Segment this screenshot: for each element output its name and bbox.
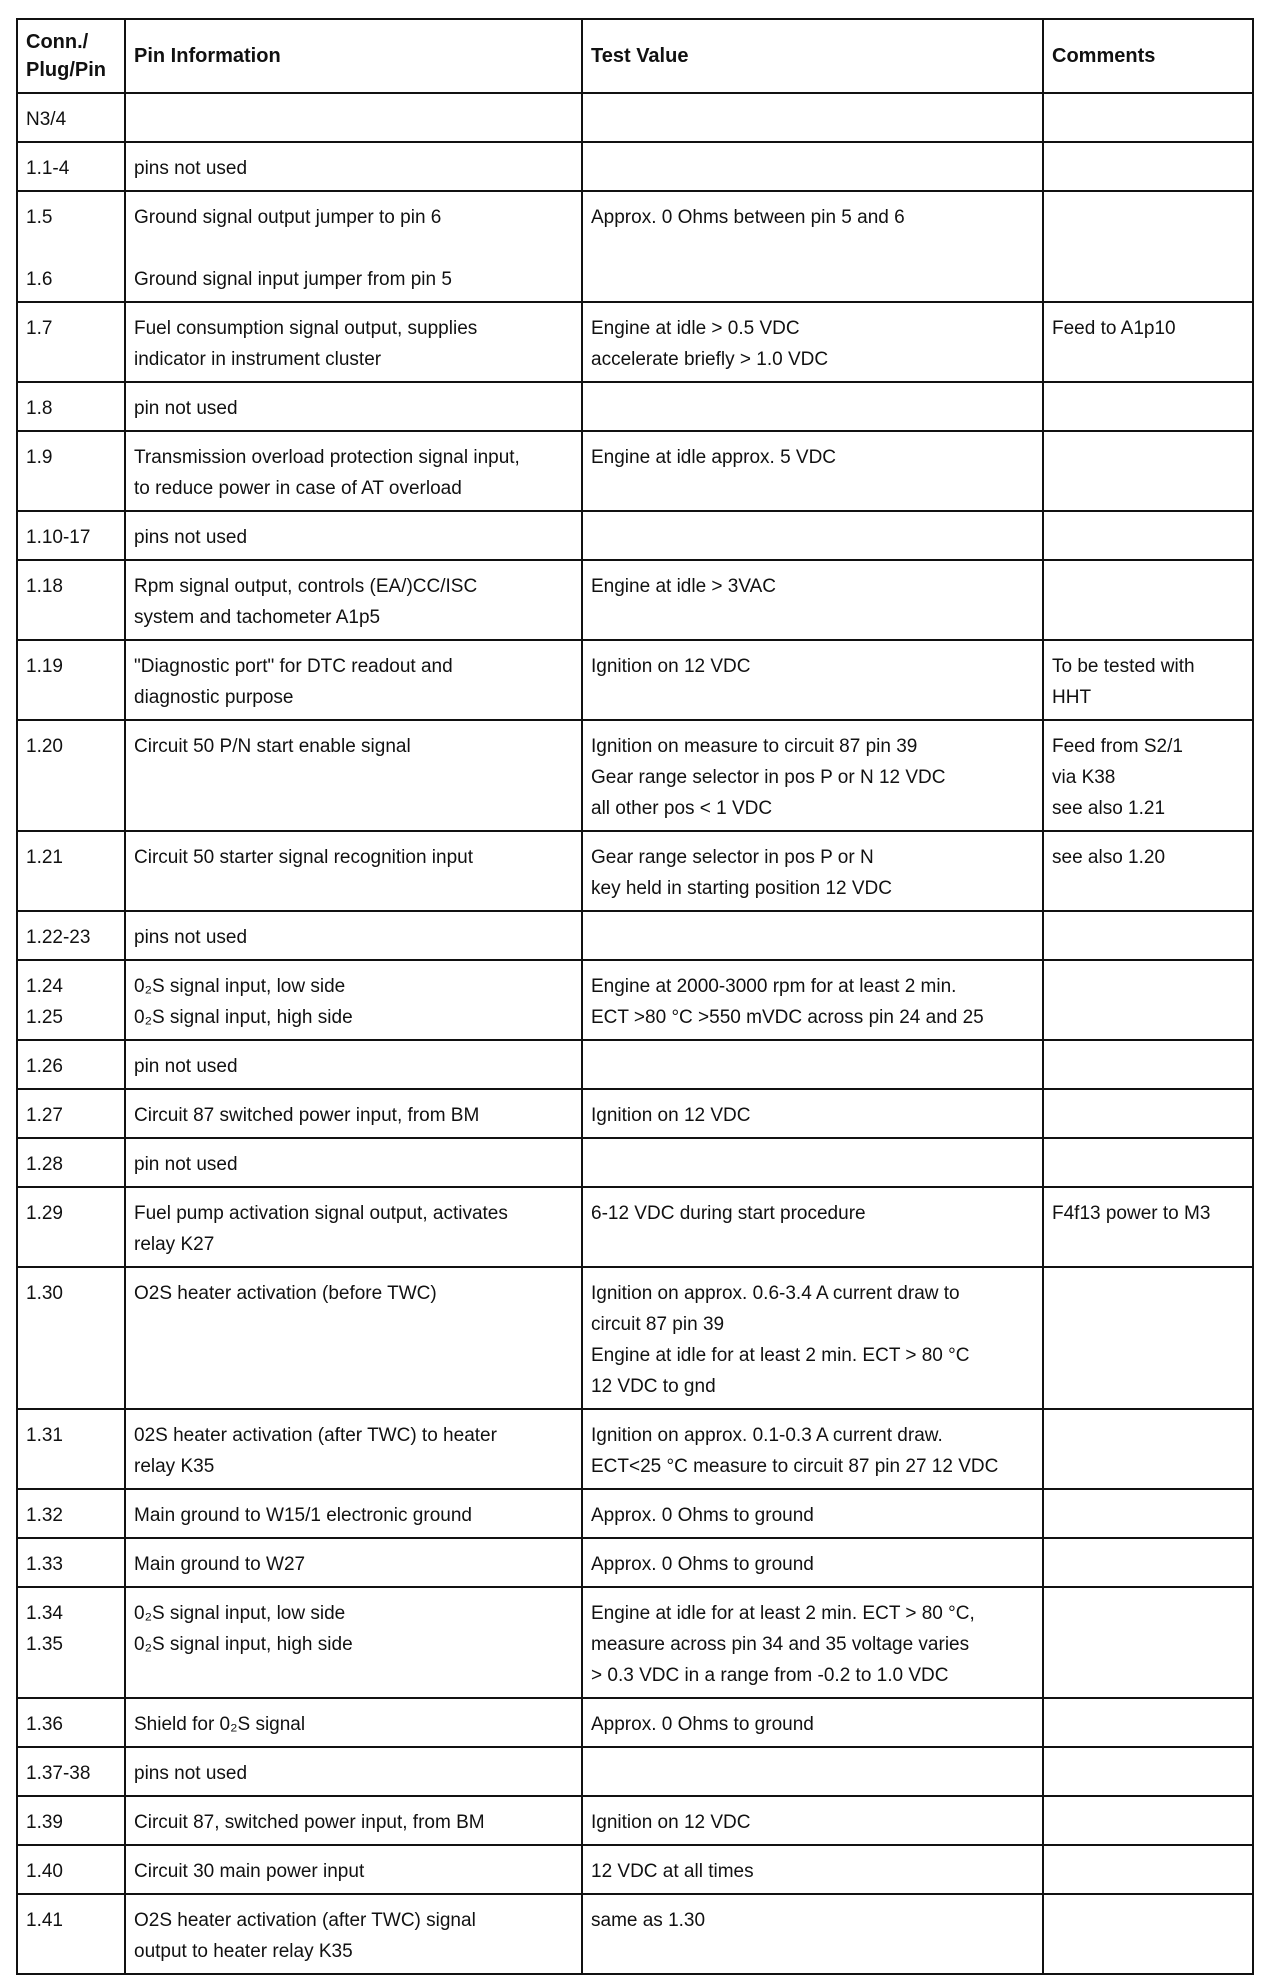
cell-test-value-text: Engine at idle for at least 2 min. ECT > 80 °C, measure across pin 34 and 35 voltage varies > 0.3 VDC in a range from -0.2 to 1.0 VDC — [591, 1603, 975, 1686]
cell-conn-text: 1.27 — [26, 1105, 63, 1126]
cell-test-value-text: Ignition on 12 VDC — [591, 1105, 751, 1126]
cell-comments — [1043, 1845, 1253, 1894]
cell-pin-information-text: pins not used — [134, 158, 248, 179]
table-row — [17, 1796, 1253, 1845]
cell-comments — [1043, 1796, 1253, 1845]
cell-conn — [17, 1796, 125, 1845]
cell-test-value — [582, 1040, 1043, 1089]
cell-test-value — [582, 560, 1043, 640]
cell-test-value-text: Approx. 0 Ohms to ground — [591, 1554, 814, 1575]
cell-test-value-text: 12 VDC at all times — [591, 1861, 754, 1882]
cell-pin-information-text: pins not used — [134, 1763, 248, 1784]
table-row — [17, 1138, 1253, 1187]
cell-comments — [1043, 1267, 1253, 1409]
cell-pin-information — [125, 1538, 582, 1587]
cell-test-value-text: Engine at idle > 3VAC — [591, 576, 777, 597]
cell-test-value-text: Ignition on measure to circuit 87 pin 39 Gear range selector in pos P or N 12 VDC all other pos < 1 VDC — [591, 736, 946, 819]
cell-conn-text: 1.31 — [26, 1425, 63, 1446]
cell-test-value — [582, 431, 1043, 511]
cell-test-value-text: same as 1.30 — [591, 1910, 706, 1931]
cell-conn — [17, 1845, 125, 1894]
cell-pin-information-text: Circuit 87, switched power input, from BM — [134, 1812, 485, 1833]
cell-test-value — [582, 1698, 1043, 1747]
cell-pin-information — [125, 1267, 582, 1409]
cell-comments — [1043, 1138, 1253, 1187]
table-row — [17, 511, 1253, 560]
cell-pin-information-text: pins not used — [134, 527, 248, 548]
cell-test-value — [582, 302, 1043, 382]
cell-test-value — [582, 1796, 1043, 1845]
cell-pin-information-text: Rpm signal output, controls (EA/)CC/ISC system and tachometer A1p5 — [134, 576, 478, 628]
cell-comments — [1043, 960, 1253, 1040]
cell-conn — [17, 142, 125, 191]
cell-conn-text: 1.32 — [26, 1505, 63, 1526]
cell-conn-text: N3/4 — [26, 109, 67, 130]
cell-pin-information — [125, 560, 582, 640]
cell-comments — [1043, 302, 1253, 382]
cell-pin-information — [125, 1040, 582, 1089]
cell-conn — [17, 93, 125, 142]
table-row — [17, 1187, 1253, 1267]
cell-pin-information-text: pin not used — [134, 1056, 238, 1077]
cell-pin-information-text: O2S heater activation (after TWC) signal output to heater relay K35 — [134, 1910, 476, 1962]
cell-conn — [17, 1698, 125, 1747]
cell-pin-information — [125, 1894, 582, 1974]
cell-comments-text: Feed to A1p10 — [1052, 318, 1176, 339]
table-row — [17, 1747, 1253, 1796]
cell-pin-information-text: Transmission overload protection signal input, to reduce power in case of AT overload — [134, 447, 520, 499]
cell-test-value — [582, 511, 1043, 560]
cell-test-value-text: Gear range selector in pos P or N key held in starting position 12 VDC — [591, 847, 892, 899]
cell-conn — [17, 1409, 125, 1489]
cell-test-value-text: Approx. 0 Ohms between pin 5 and 6 — [591, 207, 905, 228]
cell-pin-information-text: Circuit 30 main power input — [134, 1861, 365, 1882]
cell-conn-text: 1.20 — [26, 736, 63, 757]
table-row — [17, 1894, 1253, 1974]
table-row — [17, 720, 1253, 831]
table-row — [17, 382, 1253, 431]
cell-comments — [1043, 1187, 1253, 1267]
cell-conn-text: 1.28 — [26, 1154, 63, 1175]
cell-test-value — [582, 1267, 1043, 1409]
cell-conn — [17, 1138, 125, 1187]
cell-conn — [17, 1089, 125, 1138]
cell-conn-text: 1.21 — [26, 847, 63, 868]
header-conn-plug-pin: Conn./ Plug/Pin — [17, 19, 125, 93]
cell-comments — [1043, 831, 1253, 911]
cell-test-value — [582, 1489, 1043, 1538]
cell-conn — [17, 431, 125, 511]
cell-pin-information — [125, 1845, 582, 1894]
table-row — [17, 191, 1253, 302]
cell-comments-text: see also 1.20 — [1052, 847, 1166, 868]
cell-pin-information-text: Ground signal output jumper to pin 6 Ground signal input jumper from pin 5 — [134, 207, 452, 290]
cell-conn-text: 1.22-23 — [26, 927, 91, 948]
table-header-row — [17, 19, 1253, 93]
cell-test-value — [582, 960, 1043, 1040]
header-test-value: Test Value — [582, 19, 1043, 93]
cell-comments — [1043, 382, 1253, 431]
cell-pin-information — [125, 1698, 582, 1747]
cell-test-value — [582, 1187, 1043, 1267]
cell-conn-text: 1.41 — [26, 1910, 63, 1931]
cell-test-value-text: Engine at idle > 0.5 VDC accelerate briefly > 1.0 VDC — [591, 318, 829, 370]
cell-test-value — [582, 831, 1043, 911]
table-row — [17, 302, 1253, 382]
cell-test-value-text: Engine at idle approx. 5 VDC — [591, 447, 837, 468]
cell-conn — [17, 911, 125, 960]
cell-pin-information — [125, 1489, 582, 1538]
cell-conn-text: 1.39 — [26, 1812, 63, 1833]
cell-pin-information-text: O2S heater activation (before TWC) — [134, 1283, 437, 1304]
cell-test-value — [582, 720, 1043, 831]
cell-conn-text: 1.37-38 — [26, 1763, 91, 1784]
cell-conn — [17, 191, 125, 302]
cell-pin-information-text: pins not used — [134, 927, 248, 948]
cell-pin-information-text: Main ground to W15/1 electronic ground — [134, 1505, 472, 1526]
cell-comments — [1043, 1089, 1253, 1138]
cell-test-value — [582, 1089, 1043, 1138]
cell-conn — [17, 720, 125, 831]
cell-test-value-text: Approx. 0 Ohms to ground — [591, 1714, 814, 1735]
cell-pin-information-text: 0₂S signal input, low side 0₂S signal input, high side — [134, 1603, 353, 1655]
table-row — [17, 1489, 1253, 1538]
cell-conn — [17, 640, 125, 720]
header-comments: Comments — [1043, 19, 1253, 93]
cell-conn — [17, 1538, 125, 1587]
cell-comments — [1043, 640, 1253, 720]
cell-test-value — [582, 1845, 1043, 1894]
cell-pin-information-text: 0₂S signal input, low side 0₂S signal input, high side — [134, 976, 353, 1028]
cell-comments — [1043, 1040, 1253, 1089]
cell-conn-text: 1.36 — [26, 1714, 63, 1735]
cell-test-value-text: Ignition on approx. 0.6-3.4 A current draw to circuit 87 pin 39 Engine at idle for at least 2 min. ECT > 80 °C 12 VDC to gnd — [591, 1283, 970, 1397]
cell-test-value-text: Ignition on 12 VDC — [591, 1812, 751, 1833]
cell-pin-information-text: Circuit 87 switched power input, from BM — [134, 1105, 480, 1126]
cell-conn-text: 1.5 1.6 — [26, 207, 53, 290]
cell-pin-information — [125, 1796, 582, 1845]
cell-comments — [1043, 560, 1253, 640]
cell-conn — [17, 1267, 125, 1409]
cell-pin-information — [125, 831, 582, 911]
cell-test-value-text: 6-12 VDC during start procedure — [591, 1203, 866, 1224]
cell-conn-text: 1.33 — [26, 1554, 63, 1575]
cell-pin-information — [125, 1747, 582, 1796]
table-row — [17, 1267, 1253, 1409]
cell-pin-information — [125, 431, 582, 511]
table-row — [17, 1698, 1253, 1747]
cell-test-value — [582, 1138, 1043, 1187]
table-row — [17, 1040, 1253, 1089]
cell-pin-information — [125, 93, 582, 142]
cell-test-value — [582, 1894, 1043, 1974]
cell-pin-information-text: Circuit 50 starter signal recognition input — [134, 847, 474, 868]
table-row — [17, 142, 1253, 191]
cell-conn-text: 1.10-17 — [26, 527, 91, 548]
table-row — [17, 1409, 1253, 1489]
cell-test-value-text: Ignition on 12 VDC — [591, 656, 751, 677]
cell-comments — [1043, 1489, 1253, 1538]
cell-pin-information-text: Circuit 50 P/N start enable signal — [134, 736, 411, 757]
pin-information-table — [16, 18, 1254, 1975]
table-row — [17, 960, 1253, 1040]
cell-pin-information-text: pin not used — [134, 1154, 238, 1175]
cell-comments — [1043, 93, 1253, 142]
cell-pin-information-text: "Diagnostic port" for DTC readout and diagnostic purpose — [134, 656, 453, 708]
cell-pin-information — [125, 1409, 582, 1489]
cell-comments-text: F4f13 power to M3 — [1052, 1203, 1211, 1224]
cell-pin-information-text: pin not used — [134, 398, 238, 419]
cell-pin-information — [125, 960, 582, 1040]
table-row — [17, 560, 1253, 640]
cell-comments — [1043, 1894, 1253, 1974]
cell-conn-text: 1.8 — [26, 398, 53, 419]
cell-comments-text: Feed from S2/1 via K38 see also 1.21 — [1052, 736, 1183, 819]
table-row — [17, 1089, 1253, 1138]
table-row — [17, 1845, 1253, 1894]
header-pin-information: Pin Information — [125, 19, 582, 93]
cell-conn-text: 1.19 — [26, 656, 63, 677]
cell-comments — [1043, 1747, 1253, 1796]
cell-conn-text: 1.7 — [26, 318, 53, 339]
cell-conn — [17, 382, 125, 431]
cell-pin-information — [125, 302, 582, 382]
cell-pin-information — [125, 1138, 582, 1187]
cell-comments-text: To be tested with HHT — [1052, 656, 1195, 708]
cell-comments — [1043, 511, 1253, 560]
cell-pin-information-text: Shield for 0₂S signal — [134, 1714, 306, 1735]
cell-test-value — [582, 191, 1043, 302]
cell-pin-information — [125, 911, 582, 960]
cell-pin-information-text: 02S heater activation (after TWC) to heater relay K35 — [134, 1425, 497, 1477]
cell-pin-information — [125, 1187, 582, 1267]
cell-pin-information — [125, 1587, 582, 1698]
table-row — [17, 431, 1253, 511]
cell-test-value — [582, 1538, 1043, 1587]
table-row — [17, 831, 1253, 911]
cell-pin-information-text: Main ground to W27 — [134, 1554, 306, 1575]
cell-comments — [1043, 911, 1253, 960]
cell-pin-information — [125, 640, 582, 720]
cell-conn-text: 1.1-4 — [26, 158, 70, 179]
cell-conn-text: 1.30 — [26, 1283, 63, 1304]
cell-test-value — [582, 640, 1043, 720]
cell-test-value — [582, 382, 1043, 431]
cell-test-value-text: Ignition on approx. 0.1-0.3 A current draw. ECT<25 °C measure to circuit 87 pin 27 12 VDC — [591, 1425, 999, 1477]
cell-conn — [17, 1747, 125, 1796]
cell-test-value — [582, 93, 1043, 142]
cell-conn-text: 1.9 — [26, 447, 53, 468]
cell-comments — [1043, 1409, 1253, 1489]
cell-conn — [17, 960, 125, 1040]
cell-comments — [1043, 431, 1253, 511]
cell-conn-text: 1.18 — [26, 576, 63, 597]
cell-pin-information — [125, 720, 582, 831]
cell-test-value — [582, 142, 1043, 191]
cell-pin-information — [125, 1089, 582, 1138]
cell-pin-information-text: Fuel pump activation signal output, activates relay K27 — [134, 1203, 508, 1255]
cell-test-value — [582, 1587, 1043, 1698]
cell-conn-text: 1.34 1.35 — [26, 1603, 63, 1655]
cell-comments — [1043, 191, 1253, 302]
cell-conn — [17, 1489, 125, 1538]
cell-comments — [1043, 1587, 1253, 1698]
table-row — [17, 1538, 1253, 1587]
cell-pin-information — [125, 142, 582, 191]
table-row — [17, 1587, 1253, 1698]
cell-conn-text: 1.40 — [26, 1861, 63, 1882]
table-row — [17, 93, 1253, 142]
cell-test-value — [582, 1409, 1043, 1489]
cell-comments — [1043, 1538, 1253, 1587]
cell-conn-text: 1.29 — [26, 1203, 63, 1224]
cell-pin-information — [125, 382, 582, 431]
cell-test-value-text: Engine at 2000-3000 rpm for at least 2 min. ECT >80 °C >550 mVDC across pin 24 and 25 — [591, 976, 984, 1028]
cell-pin-information — [125, 191, 582, 302]
cell-pin-information-text: Fuel consumption signal output, supplies indicator in instrument cluster — [134, 318, 478, 370]
cell-conn — [17, 831, 125, 911]
cell-test-value-text: Approx. 0 Ohms to ground — [591, 1505, 814, 1526]
cell-conn — [17, 1187, 125, 1267]
cell-conn — [17, 1040, 125, 1089]
cell-comments — [1043, 720, 1253, 831]
cell-comments — [1043, 142, 1253, 191]
cell-conn — [17, 1587, 125, 1698]
cell-conn — [17, 511, 125, 560]
cell-conn-text: 1.24 1.25 — [26, 976, 63, 1028]
cell-conn-text: 1.26 — [26, 1056, 63, 1077]
cell-test-value — [582, 911, 1043, 960]
cell-pin-information — [125, 511, 582, 560]
cell-conn — [17, 1894, 125, 1974]
table-row — [17, 640, 1253, 720]
cell-comments — [1043, 1698, 1253, 1747]
cell-test-value — [582, 1747, 1043, 1796]
table-row — [17, 911, 1253, 960]
cell-conn — [17, 302, 125, 382]
cell-conn — [17, 560, 125, 640]
